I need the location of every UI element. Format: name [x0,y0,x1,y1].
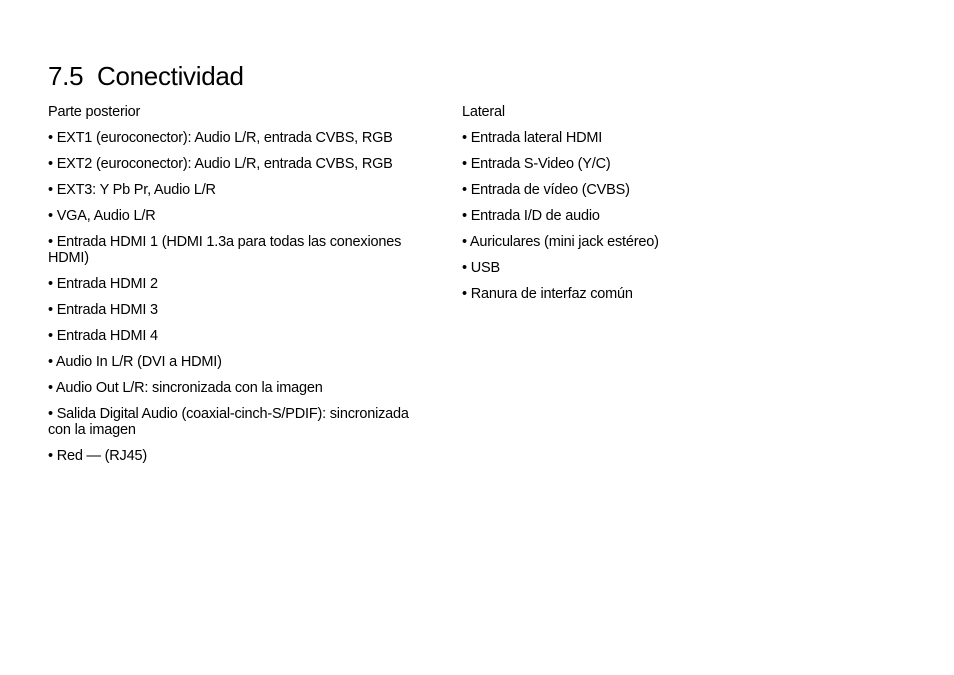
list-item: • Entrada S-Video (Y/C) [462,156,611,172]
list-item: • Entrada I/D de audio [462,208,600,224]
section-heading [48,60,244,92]
list-item: • Ranura de interfaz común [462,286,633,302]
list-item: • EXT2 (euroconector): Audio L/R, entrada CVBS, RGB [48,156,393,172]
rear-connections-column [48,104,433,474]
section-title: Conectividad [97,61,244,91]
section-number: 7.5 [48,61,84,91]
list-item: • VGA, Audio L/R [48,208,156,224]
list-item: • Audio In L/R (DVI a HDMI) [48,354,222,370]
list-item: • Entrada de vídeo (CVBS) [462,182,630,198]
list-item: • Salida Digital Audio (coaxial-cinch-S/PDIF): sincronizada con la imagen [48,406,409,438]
side-connections-title: Lateral [462,104,505,120]
list-item: • Red — (RJ45) [48,448,147,464]
list-item: • Entrada HDMI 1 (HDMI 1.3a para todas las conexiones HDMI) [48,234,402,266]
list-item: • USB [462,260,500,276]
list-item: • Entrada HDMI 2 [48,276,158,292]
side-connections-column [462,104,847,312]
list-item: • Audio Out L/R: sincronizada con la imagen [48,380,323,396]
rear-connections-title: Parte posterior [48,104,141,120]
list-item: • EXT1 (euroconector): Audio L/R, entrada CVBS, RGB [48,130,393,146]
list-item: • EXT3: Y Pb Pr, Audio L/R [48,182,216,198]
list-item: • Entrada lateral HDMI [462,130,603,146]
list-item: • Entrada HDMI 4 [48,328,158,344]
list-item: • Auriculares (mini jack estéreo) [462,234,659,250]
list-item: • Entrada HDMI 3 [48,302,158,318]
